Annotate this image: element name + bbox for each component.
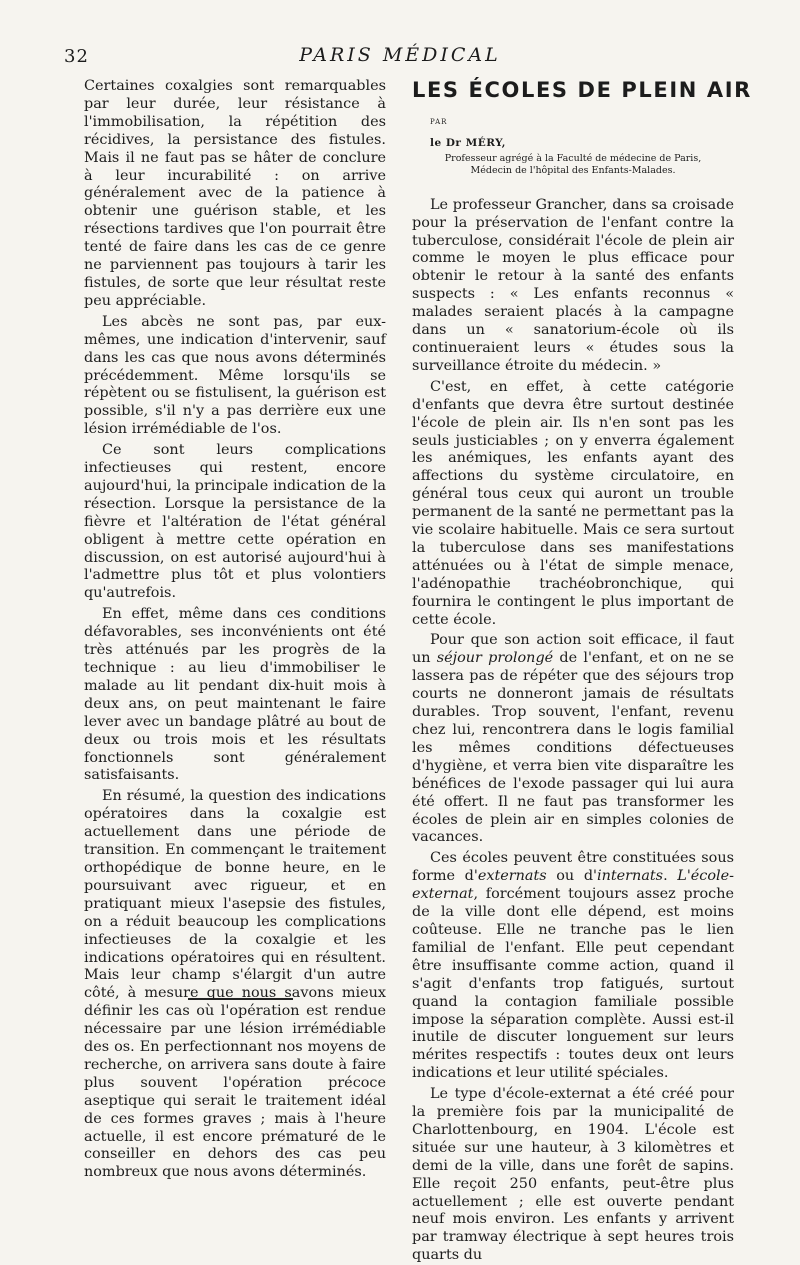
left-paragraph-5: En résumé, la question des indications opératoires dans la coxalgie est actuellement dans une période de transition. En commençant le traitement orthopédique de bonne heure, en le poursuivant avec rigueur, et en pratiquant mieux l'asepsie des fistules, on a réduit beaucoup les complications infectieuses de la coxalgie et les indications opératoires qui en résultent. Mais leur champ s'élargit d'un autre côté, à mesure que nous savons mieux définir les cas où l'opération est rendue nécessaire par une lésion irrémédiable des os. En perfectionnant nos moyens de recherche, on arrivera sans doute à faire plus souvent l'opération précoce aseptique qui serait le traitement idéal de ces formes graves ; mais à l'heure actuelle, il est encore prématuré de le conseiller en dehors des cas peu nombreux que nous avons déterminés. bbox=[84, 788, 386, 1181]
affiliation-line-2: Médecin de l'hôpital des Enfants-Malades. bbox=[470, 164, 676, 176]
p4-text-c: . bbox=[663, 868, 678, 885]
left-paragraph-1: Certaines coxalgies sont remarquables par leur durée, leur résistance à l'immobilisation, la répétition des récidives, la persistance des fistules. Mais il ne faut pas se hâter de conclure à leur incurabilité : on arrive généralement avec de la patience à obtenir une guérison stable, et les résections tardives que l'on pourrait être tenté de faire dans les cas de ce genre ne parviennent pas toujours à tarir les fistules, de sorte que leur résultat reste peu appréciable. bbox=[84, 78, 386, 309]
byline-par: PAR bbox=[430, 117, 448, 126]
page-number: 32 bbox=[64, 46, 89, 67]
author-affiliation bbox=[412, 153, 734, 177]
article-paragraph-4 bbox=[412, 850, 734, 1083]
left-paragraph-4: En effet, même dans ces conditions défavorables, ses inconvénients ont été très atténués par les progrès de la technique : au lieu d'immobiliser le malade au lit pendant dix-huit mois à deux ans, on peut maintenant le faire lever avec un bandage plâtré au bout de deux ou trois mois et les résultats fonctionnels sont généralement satisfaisants. bbox=[84, 606, 386, 784]
p4-text-a: Ces écoles peuvent être constituées sous forme d' bbox=[412, 850, 734, 885]
article-paragraph-2: C'est, en effet, à cette catégorie d'enfants que devra être surtout destinée l'école de plein air. Ils n'en sont pas les seuls justiciables ; on y enverra également les anémiques, les enfants ayant des affections du système circulatoire, en général tous ceux qui auront un trouble permanent de la santé ne permettant pas la vie scolaire habituelle. Mais ce sera surtout la tuberculose dans ses manifestations atténuées ou à l'état de simple menace, l'adénopathie trachéobronchique, qui fournira le contingent le plus important de cette école. bbox=[412, 378, 734, 628]
p4-text-b: ou d' bbox=[546, 868, 597, 885]
p4-text-d: , forcément toujours assez proche de la ville dont elle dépend, est moins coûteuse. Elle ne tranche pas le lien familial de l'enfant. Elle peut cependant être insuffisante comme action, quand il s'agit d'enfants trop fatigués, surtout quand la contagion familiale possible impose la séparation complète. Aussi est-il inutile de discuter longuement sur leurs mérites respectifs : toutes deux ont leurs indications et leur utilité spéciales. bbox=[412, 886, 734, 1082]
right-column bbox=[412, 78, 752, 1265]
p3-text-a: Pour que son action soit efficace, il faut un bbox=[412, 632, 734, 667]
article-title: LES ÉCOLES DE PLEIN AIR bbox=[412, 78, 752, 102]
article-paragraph-5: Le type d'école-externat a été créé pour la première fois par la municipalité de Charlottenbourg, en 1904. L'école est située sur une hauteur, à 3 kilomètres et demi de la ville, dans une forêt de sapins. Elle reçoit 250 enfants, peut-être plus actuellement ; elle est ouverte pendant neuf mois environ. Les enfants y arrivent par tramway électrique à sept heures trois quarts du bbox=[412, 1086, 734, 1264]
article-paragraph-3 bbox=[412, 632, 734, 847]
p3-emphasis: séjour prolongé bbox=[436, 650, 554, 667]
p4-emphasis-ecole-externat: L'école-externat bbox=[412, 868, 735, 903]
left-column bbox=[84, 78, 386, 1182]
left-paragraph-3: Ce sont leurs complications infectieuses qui restent, encore aujourd'hui, la principale indication de la résection. Lorsque la persistance de la fièvre et l'altération de l'état général obligent à mettre cette opération en discussion, on est autorisé aujourd'hui à l'admettre plus tôt et plus volontiers qu'autrefois. bbox=[84, 442, 386, 602]
article-paragraph-1: Le professeur Grancher, dans sa croisade pour la préservation de l'enfant contre la tuberculose, considérait l'école de plein air comme le moyen le plus efficace pour obtenir le retour à la santé des enfants suspects : « Les enfants reconnus « malades seraient placés à la campagne dans un « sanatorium-école où ils continueraient leurs « études sous la surveillance étroite du médecin. » bbox=[412, 196, 734, 374]
journal-title: PARIS MÉDICAL bbox=[299, 44, 501, 66]
affiliation-line-1: Professeur agrégé à la Faculté de médecine de Paris, bbox=[444, 152, 702, 164]
p3-text-b: de l'enfant, et on ne se lassera pas de répéter que des séjours trop courts ne donneront jamais de résultats durables. Trop souvent, l'enfant, revenu chez lui, rencontrera dans le logis familial les mêmes conditions défectueuses d'hygiène, et verra bien vite disparaître les bénéfices de l'exode passager qui lui aura été offert. Il ne faut pas transformer les écoles de plein air en simples colonies de vacances. bbox=[412, 650, 734, 846]
left-paragraph-2: Les abcès ne sont pas, par eux-mêmes, une indication d'intervenir, sauf dans les cas que nous avons déterminés précédemment. Même lorsqu'ils se répètent ou se fistulisent, la guérison est possible, s'il n'y a pas derrière eux une lésion irrémédiable de l'os. bbox=[84, 313, 386, 438]
author-name: le Dr MÉRY, bbox=[430, 136, 506, 149]
p4-emphasis-externats: externats bbox=[477, 868, 547, 885]
section-end-rule bbox=[188, 998, 293, 1000]
p4-emphasis-internats: internats bbox=[597, 868, 664, 885]
